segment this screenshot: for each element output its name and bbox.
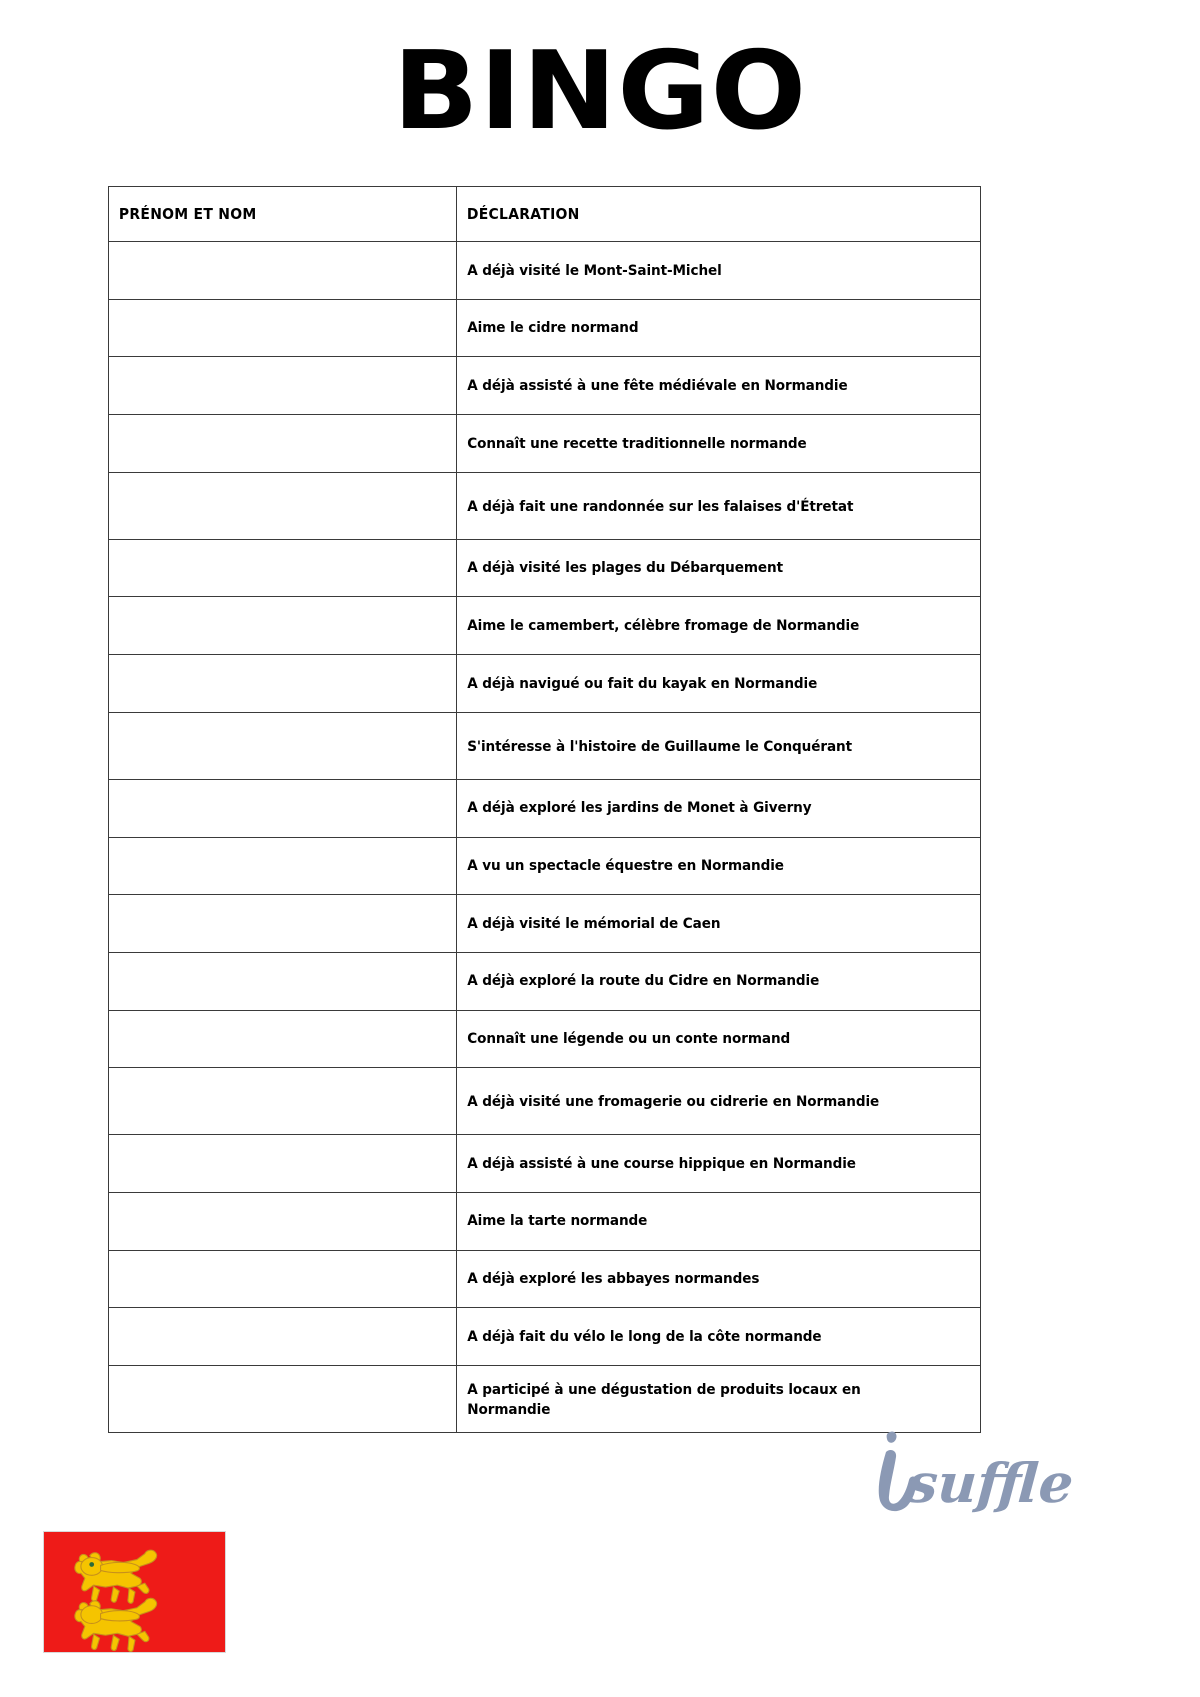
table-row [109,242,981,300]
participant-name-value [109,1398,432,1400]
declaration-cell [457,1192,981,1250]
declaration-text: Connaît une recette traditionnelle normande [467,434,807,452]
svg-text:suffle: suffle [905,1451,1076,1515]
declaration-cell [457,472,981,539]
participant-name-cell[interactable] [109,712,457,779]
column-header-name: PRÉNOM ET NOM [118,205,257,223]
declaration-cell [457,1135,981,1193]
declaration-cell [457,1308,981,1366]
participant-name-cell[interactable] [109,1308,457,1366]
declaration-cell [457,895,981,953]
participant-name-cell[interactable] [109,472,457,539]
declaration-cell [457,837,981,895]
header-cell-declaration [457,187,981,242]
participant-name-cell[interactable] [109,779,457,837]
declaration-cell [457,242,981,300]
participant-name-cell[interactable] [109,299,457,357]
column-header-declaration: DÉCLARATION [466,205,580,223]
participant-name-cell[interactable] [109,415,457,473]
participant-name-cell[interactable] [109,1250,457,1308]
participant-name-cell[interactable] [109,1010,457,1068]
participant-name-cell[interactable] [109,597,457,655]
table-row [109,299,981,357]
participant-name-cell[interactable] [109,952,457,1010]
declaration-cell [457,1010,981,1068]
declaration-text: A déjà exploré les jardins de Monet à Giverny [467,799,812,817]
declaration-cell [457,712,981,779]
declaration-text: Aime la tarte normande [467,1212,648,1230]
bingo-table [108,186,981,1433]
table-header-row [109,187,981,242]
declaration-text: A déjà fait du vélo le long de la côte normande [467,1327,822,1345]
table-row [109,1366,981,1433]
table-row [109,1010,981,1068]
table-row [109,895,981,953]
declaration-text: A déjà exploré la route du Cidre en Normandie [467,972,820,990]
participant-name-cell[interactable] [109,655,457,713]
declaration-text: A déjà exploré les abbayes normandes [467,1270,760,1288]
declaration-cell [457,415,981,473]
declaration-text: A déjà visité les plages du Débarquement [467,559,783,577]
declaration-cell [457,655,981,713]
table-row [109,952,981,1010]
declaration-text: Aime le camembert, célèbre fromage de Normandie [467,616,860,634]
declaration-cell [457,779,981,837]
participant-name-value [109,505,432,507]
declaration-text: A déjà visité le Mont-Saint-Michel [467,261,722,279]
declaration-cell [457,539,981,597]
table-row [109,1308,981,1366]
normandy-flag-icon [43,1531,226,1653]
participant-name-cell[interactable] [109,1366,457,1433]
declaration-cell [457,299,981,357]
declaration-text: A déjà assisté à une fête médiévale en Normandie [467,376,848,394]
table-row [109,472,981,539]
participant-name-cell[interactable] [109,539,457,597]
table-row [109,712,981,779]
table-row [109,1192,981,1250]
table-row [109,597,981,655]
table-row [109,539,981,597]
declaration-text: A participé à une dégustation de produits locaux en Normandie [467,1381,861,1418]
participant-name-cell[interactable] [109,1068,457,1135]
table-row [109,1250,981,1308]
declaration-cell [457,1068,981,1135]
insuffle-logo-icon [872,1418,1102,1538]
header-cell-name [109,187,457,242]
declaration-cell [457,952,981,1010]
declaration-text: A déjà assisté à une course hippique en Normandie [467,1154,856,1172]
table-row [109,837,981,895]
declaration-text: A déjà navigué ou fait du kayak en Normandie [467,674,818,692]
declaration-text: A vu un spectacle équestre en Normandie [467,857,784,874]
participant-name-cell[interactable] [109,1135,457,1193]
participant-name-cell[interactable] [109,895,457,953]
declaration-text: Connaît une légende ou un conte normand [467,1030,791,1048]
participant-name-cell[interactable] [109,837,457,895]
declaration-text: S'intéresse à l'histoire de Guillaume le Conquérant [467,737,853,755]
declaration-text: A déjà fait une randonnée sur les falaises d'Étretat [467,497,854,515]
participant-name-cell[interactable] [109,357,457,415]
participant-name-cell[interactable] [109,242,457,300]
table-row [109,357,981,415]
declaration-cell [457,357,981,415]
participant-name-value [109,1100,432,1102]
table-row [109,1135,981,1193]
table-row [109,1068,981,1135]
table-row [109,655,981,713]
declaration-text: A déjà visité le mémorial de Caen [467,914,721,932]
declaration-text: Aime le cidre normand [467,319,639,337]
declaration-cell [457,597,981,655]
bingo-table-container [108,186,980,1433]
participant-name-cell[interactable] [109,1192,457,1250]
declaration-text: A déjà visité une fromagerie ou cidrerie en Normandie [467,1093,880,1111]
page-title: BINGO [392,29,808,154]
table-row [109,779,981,837]
table-row [109,415,981,473]
participant-name-value [109,745,432,747]
declaration-cell [457,1250,981,1308]
